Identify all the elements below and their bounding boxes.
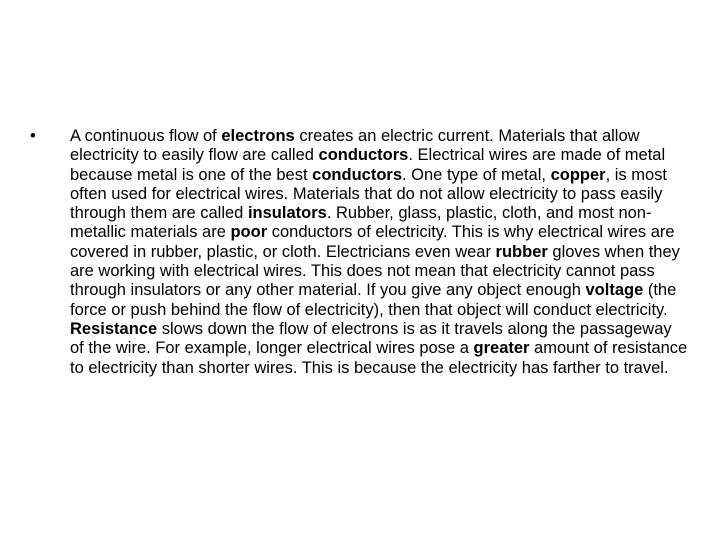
text-run: slows down the flow of electrons is as it travels along the passageway of the wire. For example, longer electrical wires pose a: [70, 319, 672, 358]
bold-term: insulators: [247, 204, 327, 223]
text-run: amount of resistance to electricity than shorter wires. This is because the electricity has farther to travel.: [70, 339, 688, 377]
bold-term: voltage: [585, 281, 644, 300]
bold-term: greater: [473, 339, 530, 358]
text-run: . One type of metal,: [402, 165, 551, 184]
text-run: conductors of electricity. This is why electrical wires are covered in rubber, plastic, or cloth. Electricians even wear: [70, 223, 675, 261]
bold-term: Resistance: [70, 319, 158, 338]
text-run: A continuous flow of: [70, 127, 222, 145]
bullet-icon: •: [30, 127, 36, 145]
bullet-item: [30, 127, 690, 378]
paragraph-text: [70, 127, 688, 378]
bold-term: poor: [230, 223, 268, 242]
bold-term: rubber: [495, 242, 548, 261]
bold-term: electrons: [221, 127, 295, 145]
text-run: (the force or push behind the flow of electricity), then that object will conduct electricity.: [70, 281, 677, 319]
text-run: , is most often used for electrical wires. Materials that do not allow electricity to pass easily through them are called: [70, 165, 668, 223]
text-run: . Electrical wires are made of metal because metal is one of the best: [70, 146, 666, 184]
text-run: . Rubber, glass, plastic, cloth, and most non-metallic materials are: [70, 204, 652, 242]
bold-term: conductors: [312, 165, 402, 184]
bold-term: conductors: [318, 146, 409, 165]
text-run: creates an electric current. Materials that allow electricity to easily flow are called: [70, 127, 640, 165]
text-run: gloves when they are working with electrical wires. This does not mean that electricity cannot pass through insulators or any other material. If you give any object enough: [70, 242, 680, 300]
bold-term: copper: [550, 165, 606, 184]
